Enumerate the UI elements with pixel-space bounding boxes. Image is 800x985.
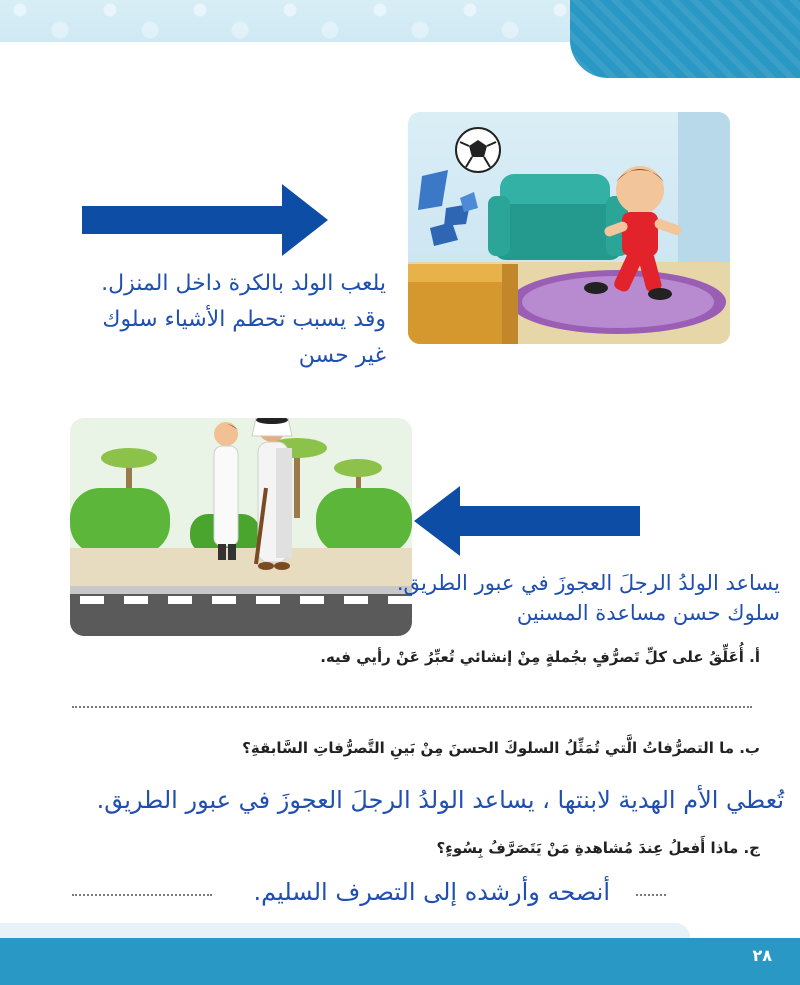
football-caption-line-1: يلعب الولد بالكرة داخل المنزل.: [101, 271, 386, 296]
helping-caption-line-1: يساعد الولدُ الرجلَ العجوزَ في عبور الطريق.: [396, 571, 780, 595]
answer-b: تُعطي الأم الهدية لابنتها ، يساعد الولدُ الرجلَ العجوزَ في عبور الطريق.: [96, 786, 784, 814]
arrow-left-icon: [414, 486, 640, 556]
footer-band: [0, 938, 800, 985]
football-illustration: [408, 112, 730, 344]
question-a: أ. أُعَلِّقُ على كلِّ تَصرُّفٍ بجُملةٍ مِنْ إنشائي تُعبِّرُ عَنْ رأيي فيه.: [320, 648, 760, 666]
answer-c: أنصحه وأرشده إلى التصرف السليم.: [253, 878, 610, 906]
arrow-right-icon: [82, 184, 328, 256]
answer-line-c-right[interactable]: [636, 894, 666, 896]
helping-caption: [320, 568, 780, 628]
page-number: ٢٨: [752, 946, 772, 965]
answer-line-c-left[interactable]: [72, 894, 212, 896]
helping-caption-line-2: سلوك حسن مساعدة المسنين: [516, 601, 780, 625]
question-c: ج. ماذا أَفعلُ عِندَ مُشاهدةِ مَنْ يَتَصَرَّفُ بِسُوءٍ؟: [436, 839, 760, 857]
answer-line-a[interactable]: [72, 706, 752, 708]
football-caption-line-3: غير حسن: [298, 343, 386, 368]
football-caption-line-2: وقد يسبب تحطم الأشياء سلوك: [102, 307, 386, 332]
question-b: ب. ما التصرُّفاتُ الَّتي تُمَثِّلُ السلوكَ الحسنَ مِنْ بَينِ التَّصرُّفاتِ السَّابقةِ؟: [242, 739, 760, 757]
header-corner-tab: [570, 0, 800, 78]
football-caption: [20, 266, 386, 374]
